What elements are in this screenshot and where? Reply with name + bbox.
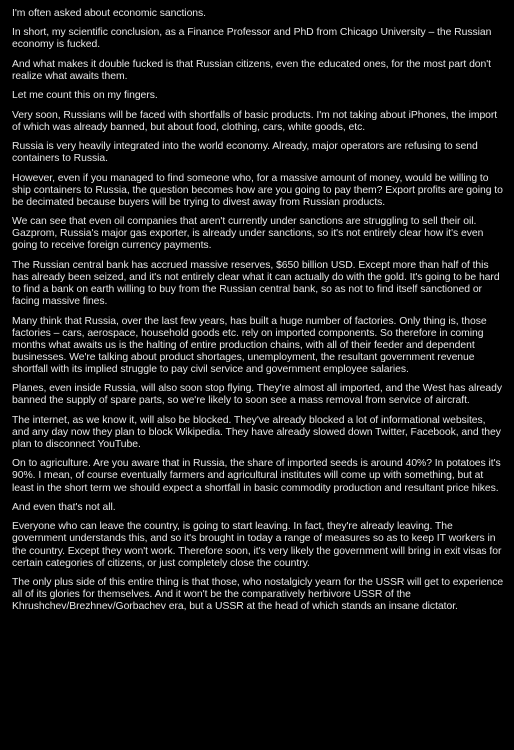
paragraph-16: The only plus side of this entire thing is that those, who nostalgicly yearn for the USSR will get to experience all of its glories for themselves. And it won't be the comparatively herbivore USSR of the Khrushchev/Brezhnev/Gorbachev era, but a USSR at the head of which stands an insane dictator. (12, 577, 504, 613)
paragraph-2: In short, my scientific conclusion, as a Finance Professor and PhD from Chicago University – the Russian economy is fucked. (12, 27, 492, 51)
paragraph-13: On to agriculture. Are you aware that in Russia, the share of imported seeds is around 40%? In potatoes it's 90%. I mean, of course eventually farmers and agricultural institutes will come up with something, but at least in the short term we should expect a shortfall in basic commodity production and resultant price hikes. (12, 458, 501, 494)
paragraph-11: Planes, even inside Russia, will also soon stop flying. They're almost all imported, and the West has already banned the supply of spare parts, so we're likely to soon see a mass removal from service of aircraft. (12, 383, 502, 407)
paragraph-6: Russia is very heavily integrated into the world economy. Already, major operators are refusing to send containers to Russia. (12, 141, 478, 165)
paragraph-10: Many think that Russia, over the last few years, has built a huge number of factories. Only thing is, those factories – cars, aerospace, household goods etc. rely on imported components. So therefore in coming months what awaits us is the halting of entire production chains, with all of their feeder and dependent businesses. We're talking about product shortages, unemployment, the resultant government revenue shortfall with its implied struggle to pay civil service and government employee salaries. (12, 315, 487, 375)
paragraph-15: Everyone who can leave the country, is going to start leaving. In fact, they're already leaving. The government understands this, and so it's brought in today a range of measures so as to keep IT workers in the country. Except they won't work. Therefore soon, it's very likely the government will bring in exit visas for certain categories of citizens, or just completely close the country. (12, 521, 502, 569)
paragraph-9: The Russian central bank has accrued massive reserves, $650 billion USD. Except more than half of this has already been seized, and it's not entirely clear what it can actually do with the gold. It's going to be hard to find a bank on earth willing to buy from the Russian central bank, so as not to find itself sanctioned or facing massive fines. (12, 259, 500, 308)
paragraph-7: However, even if you managed to find someone who, for a massive amount of money, would be willing to ship containers to Russia, the question becomes how are you going to pay them? Export profits are going to be decimated because buyers will be trying to divest away from Russian products. (12, 172, 503, 208)
paragraph-8: We can see that even oil companies that aren't currently under sanctions are struggling to sell their oil. Gazprom, Russia's major gas exporter, is already under sanctions, so it's not entirely clear how it's even going to receive foreign currency payments. (12, 216, 484, 252)
paragraph-5: Very soon, Russians will be faced with shortfalls of basic products. I'm not taking about iPhones, the import of which was already banned, but about food, clothing, cars, white goods, etc. (12, 109, 498, 133)
paragraph-1: I'm often asked about economic sanctions. (12, 8, 207, 19)
paragraph-4: Let me count this on my fingers. (12, 90, 158, 102)
paragraph-12: The internet, as we know it, will also be blocked. They've already blocked a lot of informational websites, and any day now they plan to block Wikipedia. They have already slowed down Twitter, Facebook, and they plan to disconnect YouTube. (12, 414, 501, 450)
paragraph-3: And what makes it double fucked is that Russian citizens, even the educated ones, for the most part don't realize what awaits them. (12, 58, 492, 82)
paragraph-14: And even that's not all. (12, 501, 116, 513)
